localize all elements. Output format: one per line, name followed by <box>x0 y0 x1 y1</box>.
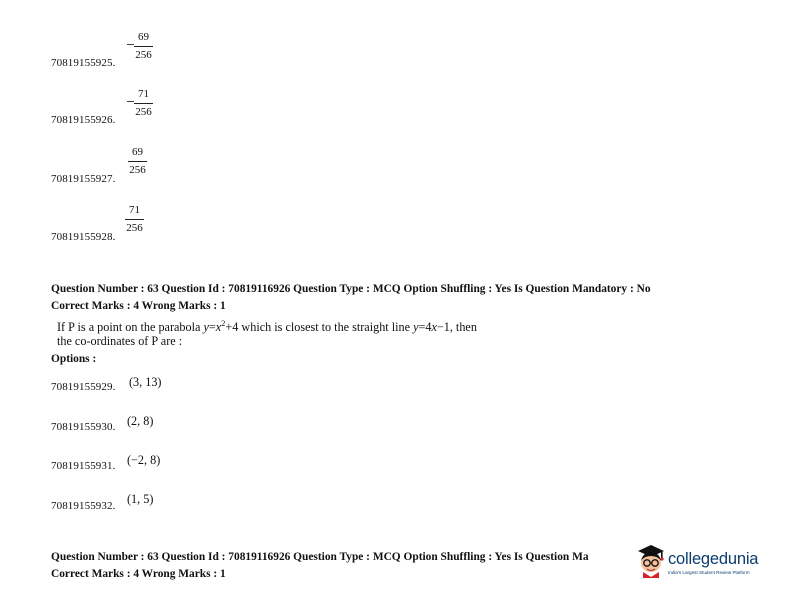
fraction <box>134 32 153 61</box>
text-segment: +4 which is closest to the straight line <box>225 320 414 335</box>
question-text-line-2: the co-ordinates of P are : <box>57 334 183 348</box>
numerator: 69 <box>134 32 153 47</box>
denominator: 256 <box>135 106 152 118</box>
collegedunia-logo <box>636 544 758 578</box>
denominator: 256 <box>126 222 143 234</box>
question-header: Question Number : 63 Question Id : 70819116926 Question Type : MCQ Option Shuffling : Yes Is Question Mandatory : No <box>51 283 651 295</box>
option-value: (−2, 8) <box>127 453 161 467</box>
option-id: 70819155929. <box>51 381 116 393</box>
math-var: y <box>413 320 419 335</box>
logo-name: collegedunia <box>668 550 759 568</box>
numerator: 71 <box>125 205 144 220</box>
minus-sign <box>127 101 134 102</box>
math-var: x <box>215 320 222 335</box>
minus-sign <box>127 44 134 45</box>
option-value: (1, 5) <box>127 492 154 506</box>
option-value: (2, 8) <box>127 414 154 428</box>
math-var: x <box>431 320 437 335</box>
fraction <box>125 205 144 234</box>
math-var: y <box>203 320 209 335</box>
option-id: 70819155927. <box>51 173 116 185</box>
logo-tagline: India's Largest Student Review Platform <box>668 569 750 575</box>
option-id: 70819155930. <box>51 421 116 433</box>
logo-text <box>668 551 758 575</box>
fraction <box>134 89 153 118</box>
option-id: 70819155925. <box>51 57 116 69</box>
text-segment: If P is a point on the parabola <box>57 320 204 335</box>
math-exponent: 2 <box>221 318 226 328</box>
option-id: 70819155932. <box>51 500 116 512</box>
denominator: 256 <box>129 164 146 176</box>
option-id: 70819155931. <box>51 460 116 472</box>
question-text-line-1 <box>57 318 477 335</box>
marks-line: Correct Marks : 4 Wrong Marks : 1 <box>51 300 226 312</box>
option-value: (3, 13) <box>129 375 162 389</box>
denominator: 256 <box>135 49 152 61</box>
option-id: 70819155928. <box>51 231 116 243</box>
next-question-header: Question Number : 63 Question Id : 70819116926 Question Type : MCQ Option Shuffling : Yes Is Question Ma <box>51 551 589 563</box>
next-marks-line: Correct Marks : 4 Wrong Marks : 1 <box>51 568 226 580</box>
math-op: =4 <box>418 320 432 335</box>
text-segment: −1, then <box>436 320 477 335</box>
math-op: = <box>208 320 216 335</box>
numerator: 69 <box>128 147 147 162</box>
numerator: 71 <box>134 89 153 104</box>
fraction <box>128 147 147 176</box>
options-label: Options : <box>51 353 97 365</box>
option-id: 70819155926. <box>51 114 116 126</box>
graduate-icon <box>636 544 666 578</box>
